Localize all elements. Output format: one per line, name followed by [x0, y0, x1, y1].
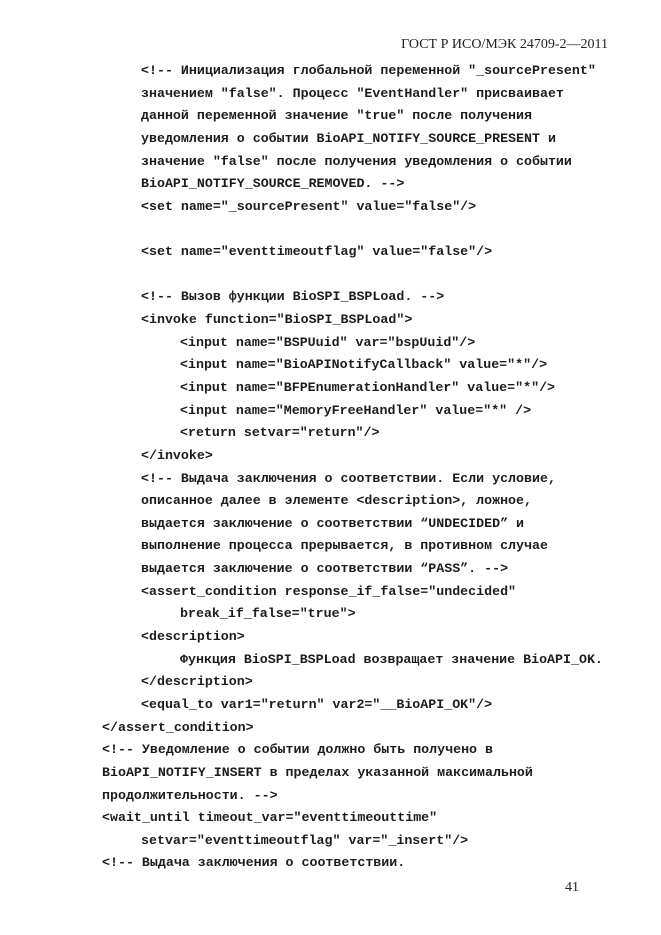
document-header: [401, 37, 608, 53]
code-line: <!-- Вызов функции BioSPI_BSPLoad. -->: [141, 289, 445, 305]
code-line: <set name="eventtimeoutflag" value="false"/>: [141, 244, 493, 260]
code-line: выдается заключение о соответствии “UNDECIDED” и: [141, 515, 525, 531]
code-line: продолжительности. -->: [102, 787, 278, 803]
blank-line: [0, 264, 661, 287]
code-line: значением "false". Процесс "EventHandler" присваивает: [141, 85, 564, 101]
code-line: <assert_condition response_if_false="undecided": [141, 583, 517, 599]
standard-id: ГОСТ Р ИСО/МЭК 24709-2—2011: [401, 37, 608, 52]
code-line: Функция BioSPI_BSPLoad возвращает значение BioAPI_OK.: [180, 651, 603, 667]
code-line: <return setvar="return"/>: [180, 425, 380, 441]
code-listing: [0, 60, 661, 875]
code-line: <input name="BFPEnumerationHandler" value="*"/>: [180, 379, 556, 395]
code-line: <input name="BSPUuid" var="bspUuid"/>: [180, 334, 476, 350]
code-line: <set name="_sourcePresent" value="false"/>: [141, 198, 477, 214]
code-line: </assert_condition>: [102, 719, 254, 735]
blank-line: [0, 218, 661, 241]
code-line: выдается заключение о соответствии “PASS”. -->: [141, 561, 509, 577]
code-line: значение "false" после получения уведомления о событии: [141, 153, 572, 169]
code-line: </invoke>: [141, 447, 213, 463]
code-line: break_if_false="true">: [180, 606, 356, 622]
code-line: <input name="BioAPINotifyCallback" value="*"/>: [180, 357, 548, 373]
code-line: <description>: [141, 629, 245, 645]
code-line: <invoke function="BioSPI_BSPLoad">: [141, 312, 413, 328]
code-line: уведомления о событии BioAPI_NOTIFY_SOURCE_PRESENT и: [141, 130, 556, 146]
code-line: данной переменной значение "true" после получения: [141, 108, 532, 124]
code-line: выполнение процесса прерывается, в противном случае: [141, 538, 548, 554]
code-line: <wait_until timeout_var="eventtimeouttime": [102, 810, 438, 826]
page-number: 41: [565, 880, 579, 895]
code-line: setvar="eventtimeoutflag" var="_insert"/>: [141, 832, 469, 848]
code-line: BioAPI_NOTIFY_INSERT в пределах указанной максимальной: [102, 764, 533, 780]
code-line: <!-- Выдача заключения о соответствии. Если условие,: [141, 470, 556, 486]
code-line: <!-- Инициализация глобальной переменной "_sourcePresent": [141, 63, 596, 78]
code-line: описанное далее в элементе <description>, ложное,: [141, 493, 532, 509]
code-line: <equal_to var1="return" var2="__BioAPI_OK"/>: [141, 696, 493, 712]
code-line: <input name="MemoryFreeHandler" value="*" />: [180, 402, 532, 418]
code-line: BioAPI_NOTIFY_SOURCE_REMOVED. -->: [141, 176, 405, 192]
code-line: </description>: [141, 674, 253, 690]
code-line: <!-- Уведомление о событии должно быть получено в: [102, 742, 493, 758]
code-line: <!-- Выдача заключения о соответствии.: [102, 855, 406, 871]
